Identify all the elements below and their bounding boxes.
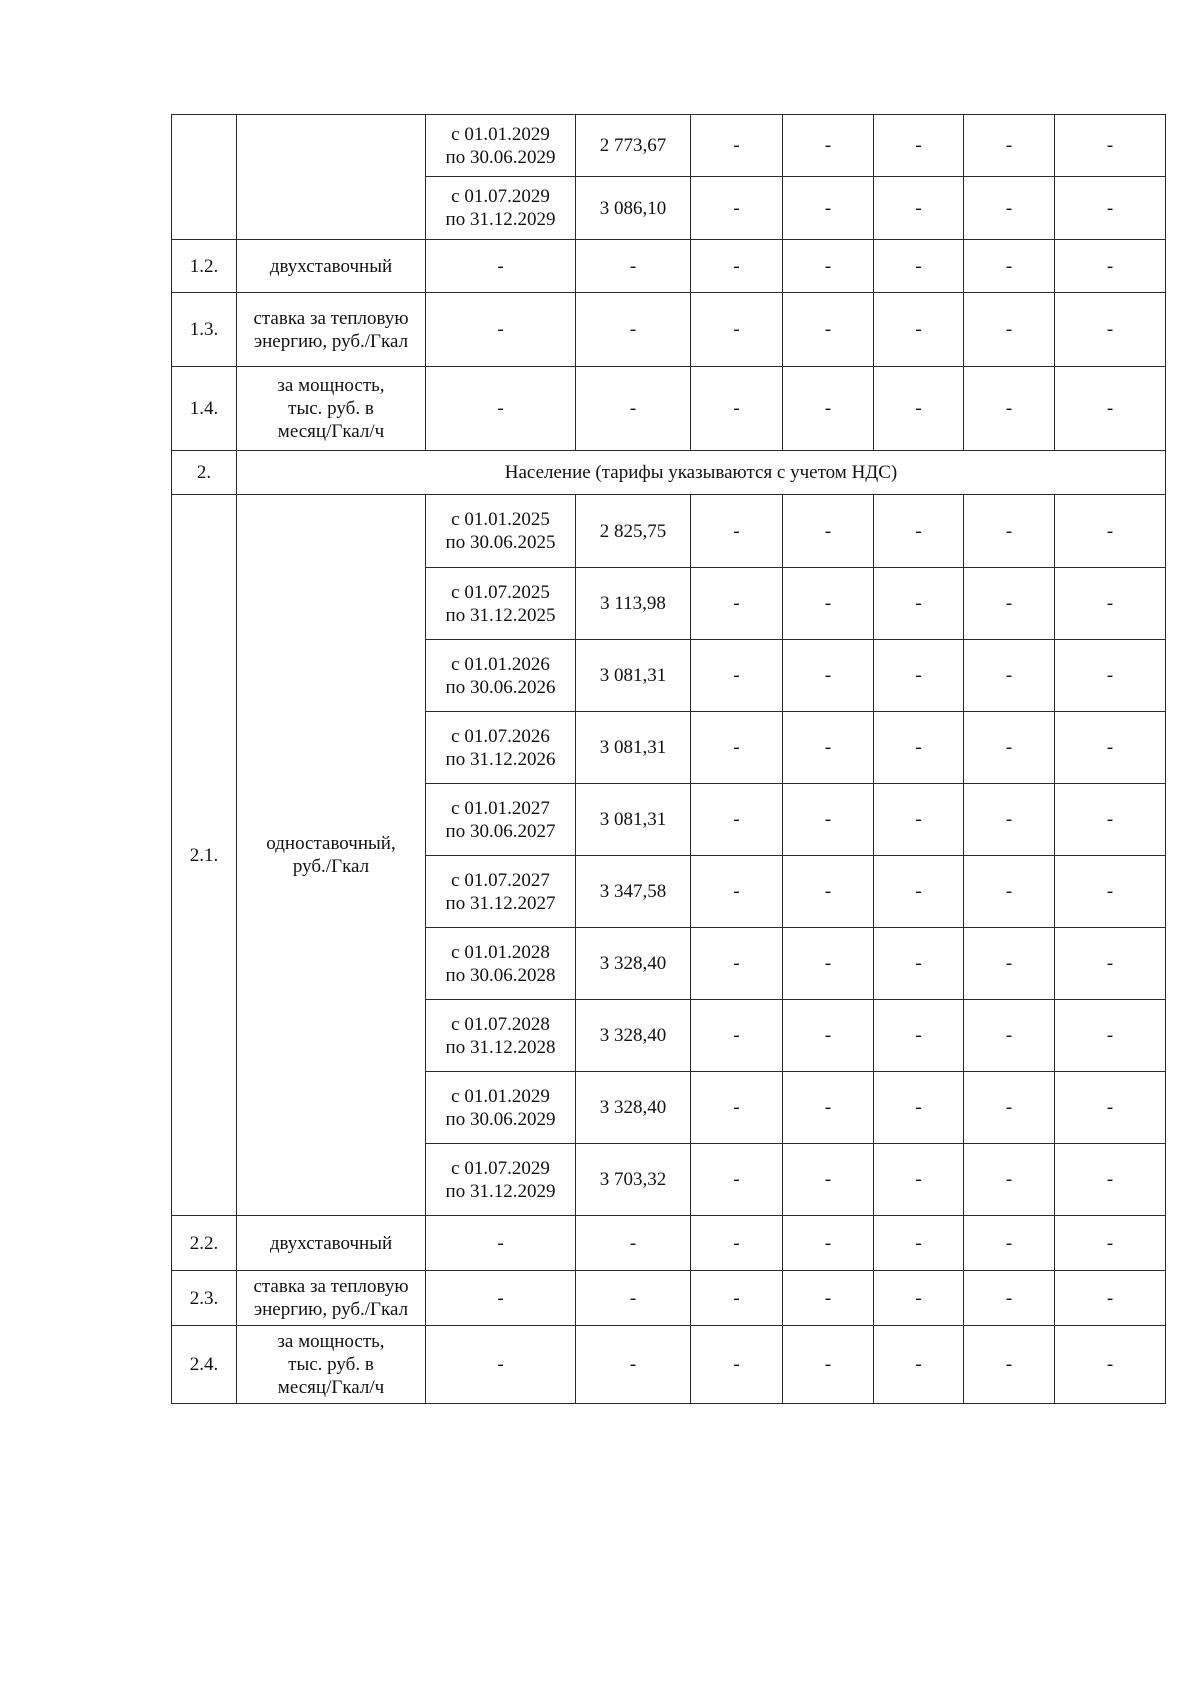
tariff-value-cell: 3 703,32 bbox=[576, 1144, 691, 1216]
empty-value-cell: - bbox=[691, 1072, 783, 1144]
period-cell bbox=[426, 115, 576, 177]
empty-value-cell: - bbox=[874, 115, 964, 177]
cell-line: энергию, руб./Гкал bbox=[253, 1299, 409, 1320]
cell-line: двухставочный bbox=[269, 1232, 393, 1254]
empty-value-cell: - bbox=[964, 928, 1055, 1000]
period-cell bbox=[426, 177, 576, 240]
empty-value-cell: - bbox=[691, 712, 783, 784]
table-row bbox=[172, 495, 1166, 568]
row-number: 2.4. bbox=[172, 1326, 237, 1404]
empty-value-cell: - bbox=[691, 495, 783, 568]
empty-value-cell: - bbox=[576, 1271, 691, 1326]
tariff-value-cell: 3 081,31 bbox=[576, 640, 691, 712]
empty-value-cell: - bbox=[1055, 568, 1166, 640]
period-to: по 31.12.2027 bbox=[445, 892, 556, 914]
empty-value-cell: - bbox=[691, 1326, 783, 1404]
empty-value-cell: - bbox=[691, 1271, 783, 1326]
row-number: 2.3. bbox=[172, 1271, 237, 1326]
empty-value-cell: - bbox=[783, 784, 874, 856]
period-from: с 01.07.2029 bbox=[451, 186, 550, 207]
table-row bbox=[172, 367, 1166, 451]
period-from: с 01.01.2027 bbox=[451, 797, 550, 819]
empty-value-cell: - bbox=[964, 856, 1055, 928]
period-to: по 31.12.2029 bbox=[445, 1180, 556, 1202]
row-label bbox=[237, 1216, 426, 1271]
table-row bbox=[172, 240, 1166, 293]
empty-value-cell: - bbox=[783, 177, 874, 240]
tariff-value-cell: 3 081,31 bbox=[576, 712, 691, 784]
empty-value-cell: - bbox=[964, 568, 1055, 640]
period-cell bbox=[426, 568, 576, 640]
period-cell bbox=[426, 856, 576, 928]
period-cell bbox=[426, 1144, 576, 1216]
period-to: по 31.12.2025 bbox=[445, 604, 556, 626]
empty-value-cell: - bbox=[964, 1000, 1055, 1072]
empty-value-cell: - bbox=[783, 856, 874, 928]
empty-value-cell: - bbox=[964, 784, 1055, 856]
period-to: по 30.06.2026 bbox=[445, 676, 556, 698]
empty-value-cell: - bbox=[964, 640, 1055, 712]
period-cell bbox=[426, 784, 576, 856]
table-row bbox=[172, 293, 1166, 367]
empty-value-cell: - bbox=[1055, 177, 1166, 240]
empty-value-cell: - bbox=[1055, 115, 1166, 177]
empty-value-cell: - bbox=[874, 712, 964, 784]
empty-value-cell: - bbox=[426, 367, 576, 451]
empty-value-cell: - bbox=[874, 784, 964, 856]
empty-value-cell: - bbox=[691, 1000, 783, 1072]
tariff-value-cell: 3 328,40 bbox=[576, 1072, 691, 1144]
empty-value-cell: - bbox=[783, 1144, 874, 1216]
empty-value-cell: - bbox=[1055, 367, 1166, 451]
empty-value-cell: - bbox=[426, 240, 576, 293]
period-from: с 01.07.2025 bbox=[451, 581, 550, 603]
empty-value-cell: - bbox=[783, 293, 874, 367]
empty-value-cell: - bbox=[1055, 856, 1166, 928]
empty-value-cell: - bbox=[874, 568, 964, 640]
period-cell bbox=[426, 928, 576, 1000]
tariff-value-cell: 3 347,58 bbox=[576, 856, 691, 928]
empty-value-cell: - bbox=[783, 1216, 874, 1271]
empty-value-cell: - bbox=[964, 240, 1055, 293]
tariff-value-cell: 3 086,10 bbox=[576, 177, 691, 240]
empty-value-cell: - bbox=[426, 1326, 576, 1404]
empty-value-cell: - bbox=[576, 1326, 691, 1404]
empty-value-cell: - bbox=[874, 495, 964, 568]
tariff-value-cell: 3 328,40 bbox=[576, 1000, 691, 1072]
empty-value-cell: - bbox=[964, 1326, 1055, 1404]
empty-value-cell: - bbox=[691, 1144, 783, 1216]
empty-value-cell: - bbox=[691, 367, 783, 451]
tariff-value-cell: 2 773,67 bbox=[576, 115, 691, 177]
empty-value-cell: - bbox=[1055, 928, 1166, 1000]
empty-value-cell: - bbox=[783, 568, 874, 640]
period-from: с 01.07.2026 bbox=[451, 725, 550, 747]
cell-line: за мощность, bbox=[277, 1331, 385, 1352]
empty-value-cell: - bbox=[874, 1144, 964, 1216]
period-from: с 01.01.2026 bbox=[451, 653, 550, 675]
row-number: 1.3. bbox=[172, 293, 237, 367]
empty-value-cell: - bbox=[1055, 1216, 1166, 1271]
period-cell bbox=[426, 1072, 576, 1144]
empty-value-cell: - bbox=[783, 495, 874, 568]
cell-line: одноставочный, bbox=[266, 833, 396, 854]
empty-value-cell: - bbox=[874, 928, 964, 1000]
cell-line: энергию, руб./Гкал bbox=[253, 330, 409, 352]
empty-value-cell: - bbox=[874, 1271, 964, 1326]
cell-line: месяц/Гкал/ч bbox=[277, 1377, 385, 1398]
empty-value-cell: - bbox=[1055, 712, 1166, 784]
empty-value-cell: - bbox=[1055, 240, 1166, 293]
tariff-table bbox=[171, 114, 1166, 1404]
empty-value-cell: - bbox=[576, 367, 691, 451]
period-to: по 30.06.2028 bbox=[445, 964, 556, 986]
empty-value-cell: - bbox=[576, 293, 691, 367]
period-from: с 01.07.2029 bbox=[451, 1157, 550, 1179]
cell-line: ставка за тепловую bbox=[253, 1276, 409, 1297]
cell-line: ставка за тепловую bbox=[253, 307, 409, 329]
period-to: по 31.12.2029 bbox=[445, 209, 556, 230]
period-to: по 30.06.2025 bbox=[445, 532, 556, 553]
table-row bbox=[172, 1326, 1166, 1404]
row-label bbox=[237, 1326, 426, 1404]
empty-value-cell: - bbox=[426, 1216, 576, 1271]
empty-value-cell: - bbox=[964, 1072, 1055, 1144]
empty-value-cell: - bbox=[426, 293, 576, 367]
empty-value-cell: - bbox=[691, 293, 783, 367]
empty-value-cell: - bbox=[964, 115, 1055, 177]
empty-value-cell: - bbox=[874, 177, 964, 240]
period-from: с 01.01.2028 bbox=[451, 941, 550, 963]
period-to: по 31.12.2026 bbox=[445, 748, 556, 770]
empty-value-cell: - bbox=[691, 115, 783, 177]
period-from: с 01.07.2028 bbox=[451, 1013, 550, 1035]
empty-value-cell: - bbox=[691, 784, 783, 856]
empty-value-cell: - bbox=[783, 1271, 874, 1326]
period-cell bbox=[426, 495, 576, 568]
period-from: с 01.01.2025 bbox=[451, 509, 550, 530]
empty-value-cell: - bbox=[1055, 784, 1166, 856]
empty-value-cell: - bbox=[691, 240, 783, 293]
period-to: по 30.06.2029 bbox=[445, 1108, 556, 1130]
empty-value-cell: - bbox=[1055, 1072, 1166, 1144]
empty-value-cell: - bbox=[691, 177, 783, 240]
empty-value-cell: - bbox=[964, 1271, 1055, 1326]
period-to: по 30.06.2029 bbox=[445, 146, 556, 168]
tariff-value-cell: 3 081,31 bbox=[576, 784, 691, 856]
empty-value-cell: - bbox=[874, 367, 964, 451]
empty-value-cell: - bbox=[783, 640, 874, 712]
empty-value-cell: - bbox=[1055, 1326, 1166, 1404]
empty-value-cell: - bbox=[1055, 495, 1166, 568]
empty-value-cell: - bbox=[874, 1216, 964, 1271]
period-from: с 01.01.2029 bbox=[451, 123, 550, 145]
period-cell bbox=[426, 712, 576, 784]
row-label bbox=[237, 293, 426, 367]
empty-value-cell: - bbox=[783, 928, 874, 1000]
row-number: 2.1. bbox=[172, 495, 237, 1216]
empty-value-cell: - bbox=[964, 293, 1055, 367]
row-label bbox=[237, 240, 426, 293]
empty-value-cell: - bbox=[576, 1216, 691, 1271]
empty-value-cell: - bbox=[691, 928, 783, 1000]
empty-value-cell: - bbox=[426, 1271, 576, 1326]
row-number: 1.2. bbox=[172, 240, 237, 293]
tariff-value-cell: 3 113,98 bbox=[576, 568, 691, 640]
row-number: 2.2. bbox=[172, 1216, 237, 1271]
row-label bbox=[237, 495, 426, 1216]
empty-value-cell: - bbox=[1055, 1144, 1166, 1216]
empty-value-cell: - bbox=[783, 367, 874, 451]
empty-value-cell: - bbox=[783, 1072, 874, 1144]
section-number: 2. bbox=[172, 451, 237, 495]
empty-value-cell: - bbox=[964, 1216, 1055, 1271]
empty-value-cell: - bbox=[874, 856, 964, 928]
empty-value-cell: - bbox=[964, 367, 1055, 451]
empty-value-cell: - bbox=[964, 1144, 1055, 1216]
empty-value-cell: - bbox=[783, 115, 874, 177]
empty-value-cell: - bbox=[874, 1072, 964, 1144]
empty-value-cell: - bbox=[783, 240, 874, 293]
empty-value-cell: - bbox=[691, 1216, 783, 1271]
section-header-row bbox=[172, 451, 1166, 495]
period-to: по 30.06.2027 bbox=[445, 820, 556, 842]
tariff-value-cell: 3 328,40 bbox=[576, 928, 691, 1000]
row-label bbox=[237, 1271, 426, 1326]
row-label bbox=[237, 367, 426, 451]
empty-value-cell: - bbox=[783, 1326, 874, 1404]
empty-value-cell: - bbox=[874, 1000, 964, 1072]
empty-value-cell: - bbox=[783, 712, 874, 784]
period-from: с 01.01.2029 bbox=[451, 1085, 550, 1107]
empty-value-cell: - bbox=[874, 640, 964, 712]
empty-value-cell: - bbox=[1055, 1000, 1166, 1072]
table-row bbox=[172, 1271, 1166, 1326]
cell-line: за мощность, bbox=[277, 375, 385, 396]
cell-line: руб./Гкал bbox=[292, 856, 370, 877]
cell-line: тыс. руб. в bbox=[288, 1354, 374, 1375]
section-title: Население (тарифы указываются с учетом НДС) bbox=[237, 451, 1166, 495]
empty-value-cell: - bbox=[1055, 640, 1166, 712]
cell-line: двухставочный bbox=[269, 255, 393, 277]
empty-value-cell: - bbox=[691, 856, 783, 928]
empty-value-cell: - bbox=[964, 495, 1055, 568]
period-from: с 01.07.2027 bbox=[451, 869, 550, 891]
empty-value-cell: - bbox=[874, 240, 964, 293]
empty-value-cell: - bbox=[1055, 1271, 1166, 1326]
cell-line: месяц/Гкал/ч bbox=[277, 421, 385, 442]
row-number: 1.4. bbox=[172, 367, 237, 451]
empty-value-cell: - bbox=[691, 568, 783, 640]
empty-value-cell: - bbox=[964, 712, 1055, 784]
cell-line: тыс. руб. в bbox=[288, 398, 374, 419]
empty-value-cell: - bbox=[691, 640, 783, 712]
row-label-empty bbox=[237, 115, 426, 240]
row-number-empty bbox=[172, 115, 237, 240]
period-cell bbox=[426, 640, 576, 712]
period-cell bbox=[426, 1000, 576, 1072]
period-to: по 31.12.2028 bbox=[445, 1036, 556, 1058]
tariff-value-cell: 2 825,75 bbox=[576, 495, 691, 568]
table-row bbox=[172, 1216, 1166, 1271]
table-row bbox=[172, 115, 1166, 177]
empty-value-cell: - bbox=[576, 240, 691, 293]
empty-value-cell: - bbox=[874, 1326, 964, 1404]
tariff-table-body bbox=[172, 115, 1166, 1404]
empty-value-cell: - bbox=[964, 177, 1055, 240]
empty-value-cell: - bbox=[1055, 293, 1166, 367]
empty-value-cell: - bbox=[874, 293, 964, 367]
empty-value-cell: - bbox=[783, 1000, 874, 1072]
